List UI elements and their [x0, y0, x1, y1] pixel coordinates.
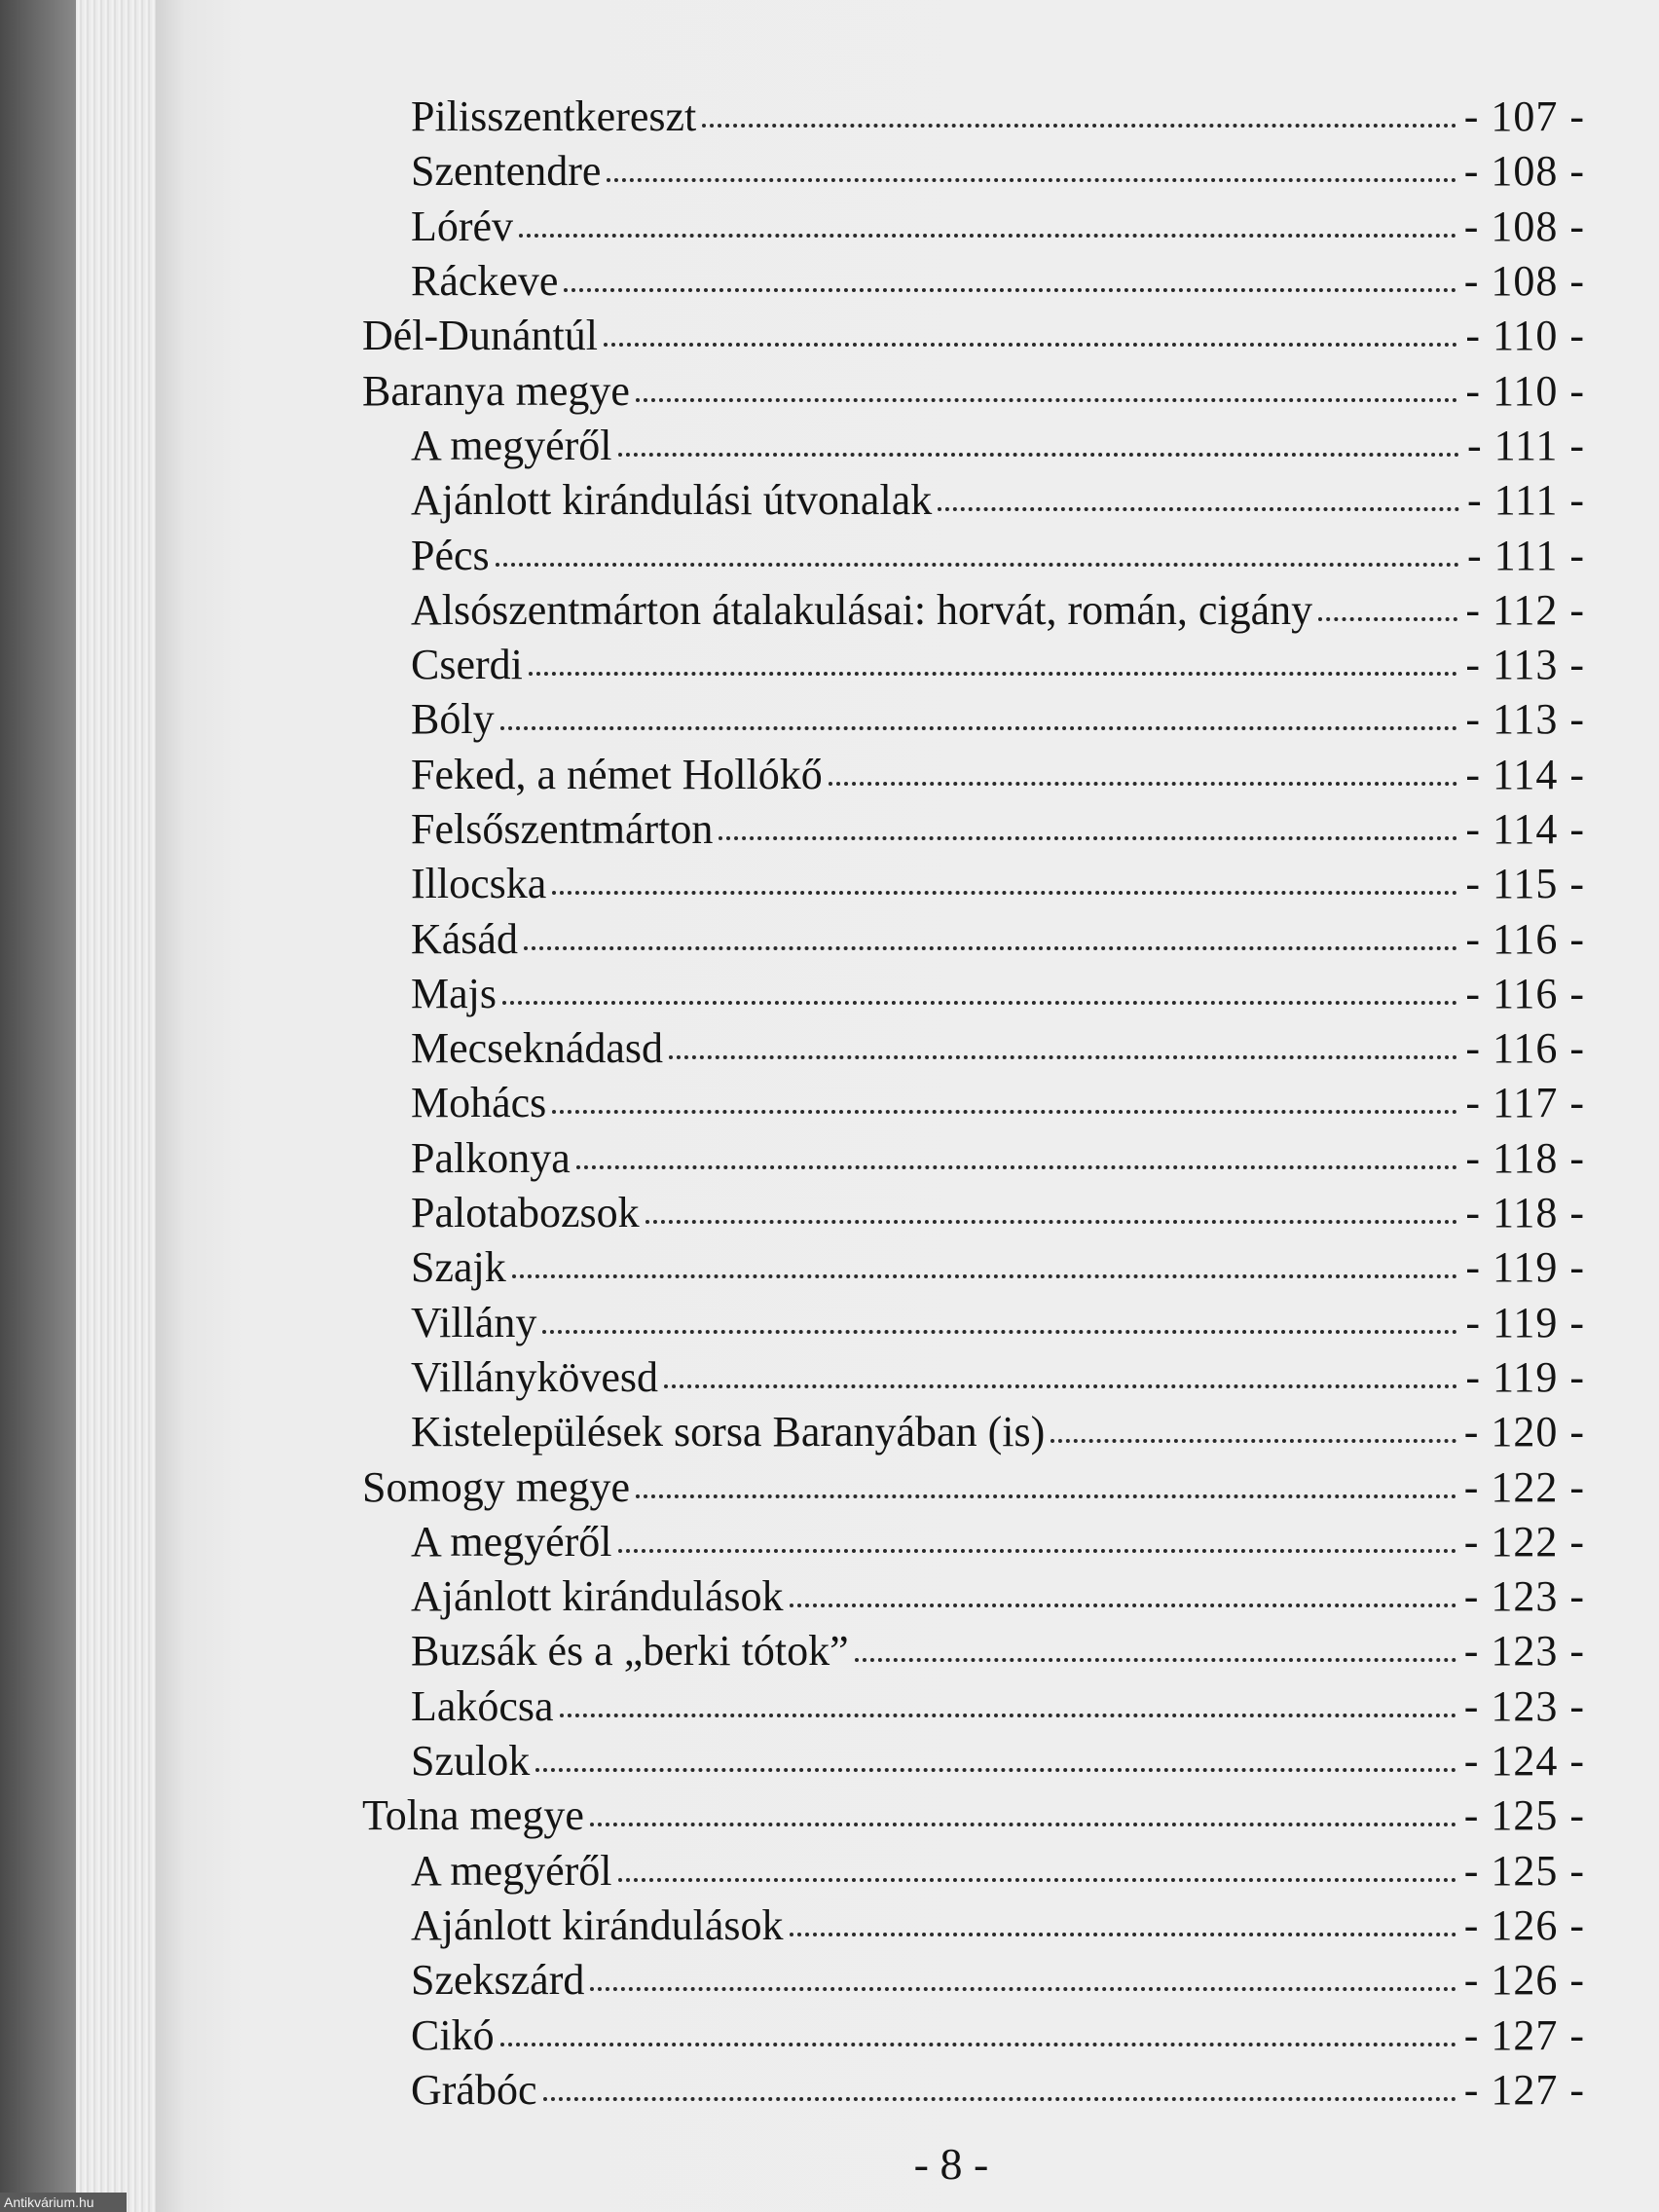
toc-entry-title: Baranya megye — [362, 366, 630, 415]
dot-leader — [552, 1110, 1457, 1114]
dot-leader — [719, 836, 1457, 840]
dot-leader — [618, 453, 1459, 457]
toc-entry — [362, 144, 1585, 199]
dot-leader — [669, 1055, 1457, 1059]
dot-leader — [542, 1330, 1457, 1334]
toc-entry — [362, 583, 1585, 638]
toc-entry-page: - 116 - — [1465, 969, 1585, 1017]
toc-entry-title: A megyéről — [411, 421, 612, 469]
toc-entry-title: Felsőszentmárton — [411, 805, 714, 853]
toc-entry-title: Lakócsa — [411, 1681, 554, 1730]
toc-entry-title: Cikó — [411, 2010, 495, 2059]
toc-entry-title: Pilisszentkereszt — [411, 92, 697, 141]
dot-leader — [636, 398, 1457, 402]
toc-entry — [362, 1459, 1585, 1514]
toc-entry — [362, 1240, 1585, 1295]
toc-entry — [362, 802, 1585, 857]
toc-entry-title: Kásád — [411, 914, 518, 963]
toc-entry — [362, 90, 1585, 144]
toc-entry-title: Dél-Dunántúl — [362, 312, 598, 360]
toc-entry-page: - 123 - — [1463, 1572, 1585, 1621]
dot-leader — [590, 1823, 1456, 1826]
toc-entry-title: Tolna megye — [362, 1791, 584, 1840]
toc-entry-page: - 122 - — [1463, 1517, 1585, 1566]
toc-entry-page: - 126 - — [1463, 1956, 1585, 2005]
toc-entry — [362, 473, 1585, 528]
toc-entry-page: - 127 - — [1463, 2065, 1585, 2114]
dot-leader — [524, 946, 1457, 950]
dot-leader — [496, 563, 1459, 567]
watermark: Antikvárium.hu — [0, 2193, 127, 2212]
dot-leader — [1051, 1439, 1456, 1443]
toc-entry-title: Palotabozsok — [411, 1189, 640, 1237]
dot-leader — [618, 1878, 1456, 1882]
toc-entry — [362, 1953, 1585, 2008]
toc-entry — [362, 1021, 1585, 1076]
dot-leader — [512, 1274, 1458, 1278]
toc-entry-title: Kistelepülések sorsa Baranyában (is) — [411, 1408, 1046, 1456]
dot-leader — [1318, 617, 1457, 621]
dot-leader — [855, 1658, 1456, 1662]
toc-entry — [362, 1844, 1585, 1899]
dot-leader — [702, 124, 1456, 128]
toc-entry-title: Szulok — [411, 1737, 531, 1786]
toc-entry — [362, 1624, 1585, 1678]
toc-entry — [362, 1899, 1585, 1953]
toc-entry-page: - 118 - — [1465, 1133, 1585, 1182]
toc-entry — [362, 2063, 1585, 2118]
toc-entry-page: - 111 - — [1466, 531, 1585, 579]
dot-leader — [636, 1494, 1456, 1498]
dot-leader — [590, 1987, 1456, 1991]
toc-entry-page: - 118 - — [1465, 1189, 1585, 1237]
toc-entry-title: Ajánlott kirándulások — [411, 1900, 784, 1949]
toc-entry-page: - 113 - — [1465, 695, 1585, 744]
toc-entry — [362, 1076, 1585, 1130]
dot-leader — [618, 1549, 1456, 1553]
toc-entry — [362, 1186, 1585, 1240]
toc-entry-title: Ráckeve — [411, 257, 559, 306]
toc-entry-title: Majs — [411, 969, 497, 1017]
toc-entry — [362, 1131, 1585, 1186]
dot-leader — [790, 1604, 1456, 1607]
toc-entry — [362, 638, 1585, 692]
toc-entry-title: Villánykövesd — [411, 1352, 658, 1401]
toc-entry-title: Feked, a német Hollókő — [411, 750, 823, 798]
toc-entry-page: - 125 - — [1463, 1791, 1585, 1840]
toc-entry-page: - 117 - — [1465, 1079, 1585, 1127]
toc-entry — [362, 911, 1585, 966]
toc-entry-page: - 113 - — [1465, 641, 1585, 689]
book-spine — [0, 0, 76, 2212]
dot-leader — [790, 1933, 1456, 1936]
toc-entry-title: Villány — [411, 1298, 537, 1346]
toc-entry-page: - 108 - — [1463, 147, 1585, 196]
toc-entry — [362, 967, 1585, 1021]
toc-entry — [362, 1788, 1585, 1843]
toc-entry-title: A megyéről — [411, 1517, 612, 1566]
toc-entry-page: - 110 - — [1465, 366, 1585, 415]
toc-entry-page: - 119 - — [1465, 1243, 1585, 1292]
toc-entry-page: - 115 - — [1465, 860, 1585, 908]
dot-leader — [664, 1384, 1457, 1388]
toc-entry-title: Mohács — [411, 1079, 547, 1127]
toc-entry-page: - 122 - — [1463, 1462, 1585, 1511]
toc-entry-page: - 111 - — [1466, 421, 1585, 469]
dot-leader — [535, 1768, 1456, 1772]
toc-entry-page: - 123 - — [1463, 1681, 1585, 1730]
toc-entry-title: Cserdi — [411, 641, 523, 689]
toc-entry-title: Mecseknádasd — [411, 1024, 664, 1073]
toc-entry-page: - 125 - — [1463, 1846, 1585, 1895]
toc-entry-title: Ajánlott kirándulási útvonalak — [411, 476, 933, 525]
toc-entry-page: - 108 - — [1463, 202, 1585, 250]
dot-leader — [576, 1165, 1458, 1169]
dot-leader — [502, 1001, 1457, 1005]
toc-entry-page: - 124 - — [1463, 1737, 1585, 1786]
dot-leader — [500, 726, 1458, 730]
dot-leader — [938, 507, 1459, 511]
dot-leader — [560, 1714, 1456, 1717]
toc-entry-page: - 114 - — [1465, 805, 1585, 853]
toc-entry-title: Alsószentmárton átalakulásai: horvát, román, cigány — [411, 585, 1313, 634]
toc-entry-page: - 111 - — [1466, 476, 1585, 525]
toc-entry — [362, 692, 1585, 747]
toc-entry-title: Szekszárd — [411, 1956, 585, 2005]
table-of-contents — [362, 90, 1585, 2118]
toc-entry — [362, 1569, 1585, 1624]
toc-entry-page: - 126 - — [1463, 1900, 1585, 1949]
toc-entry-title: Lórév — [411, 202, 514, 250]
toc-entry-page: - 127 - — [1463, 2010, 1585, 2059]
toc-entry — [362, 200, 1585, 254]
dot-leader — [645, 1220, 1458, 1224]
toc-entry — [362, 1515, 1585, 1569]
toc-entry-page: - 120 - — [1463, 1408, 1585, 1456]
dot-leader — [604, 343, 1457, 347]
toc-entry-title: Somogy megye — [362, 1462, 630, 1511]
toc-entry — [362, 857, 1585, 911]
toc-entry — [362, 1734, 1585, 1788]
toc-entry-page: - 123 - — [1463, 1627, 1585, 1676]
toc-entry — [362, 1679, 1585, 1734]
toc-entry-title: Buzsák és a „berki tótok” — [411, 1627, 849, 1676]
toc-entry-title: Pécs — [411, 531, 490, 579]
page-number: - 8 - — [913, 2139, 989, 2189]
toc-entry-title: Illocska — [411, 860, 547, 908]
toc-entry-title: Grábóc — [411, 2065, 537, 2114]
toc-entry — [362, 254, 1585, 309]
dot-leader — [829, 782, 1458, 786]
toc-entry — [362, 748, 1585, 802]
toc-entry-page: - 112 - — [1465, 585, 1585, 634]
dot-leader — [500, 2043, 1456, 2046]
dot-leader — [607, 178, 1456, 182]
dot-leader — [564, 288, 1456, 292]
toc-entry-title: Szajk — [411, 1243, 506, 1292]
toc-entry — [362, 363, 1585, 418]
toc-entry-page: - 119 - — [1465, 1352, 1585, 1401]
toc-entry-page: - 114 - — [1465, 750, 1585, 798]
dot-leader — [543, 2097, 1456, 2101]
toc-entry — [362, 309, 1585, 363]
dot-leader — [552, 891, 1457, 895]
toc-entry — [362, 419, 1585, 473]
toc-entry-title: A megyéről — [411, 1846, 612, 1895]
toc-entry-title: Szentendre — [411, 147, 602, 196]
toc-entry-page: - 107 - — [1463, 92, 1585, 141]
page-edges — [76, 0, 156, 2212]
toc-entry — [362, 1405, 1585, 1459]
toc-entry — [362, 1296, 1585, 1350]
toc-entry-title: Bóly — [411, 695, 495, 744]
dot-leader — [519, 234, 1456, 238]
toc-entry-title: Ajánlott kirándulások — [411, 1572, 784, 1621]
toc-entry — [362, 1350, 1585, 1405]
dot-leader — [529, 672, 1457, 676]
toc-entry-title: Palkonya — [411, 1133, 571, 1182]
toc-entry — [362, 2008, 1585, 2062]
toc-entry-page: - 116 - — [1465, 914, 1585, 963]
toc-entry-page: - 116 - — [1465, 1024, 1585, 1073]
toc-entry-page: - 110 - — [1465, 312, 1585, 360]
toc-entry — [362, 528, 1585, 582]
toc-entry-page: - 108 - — [1463, 257, 1585, 306]
toc-entry-page: - 119 - — [1465, 1298, 1585, 1346]
